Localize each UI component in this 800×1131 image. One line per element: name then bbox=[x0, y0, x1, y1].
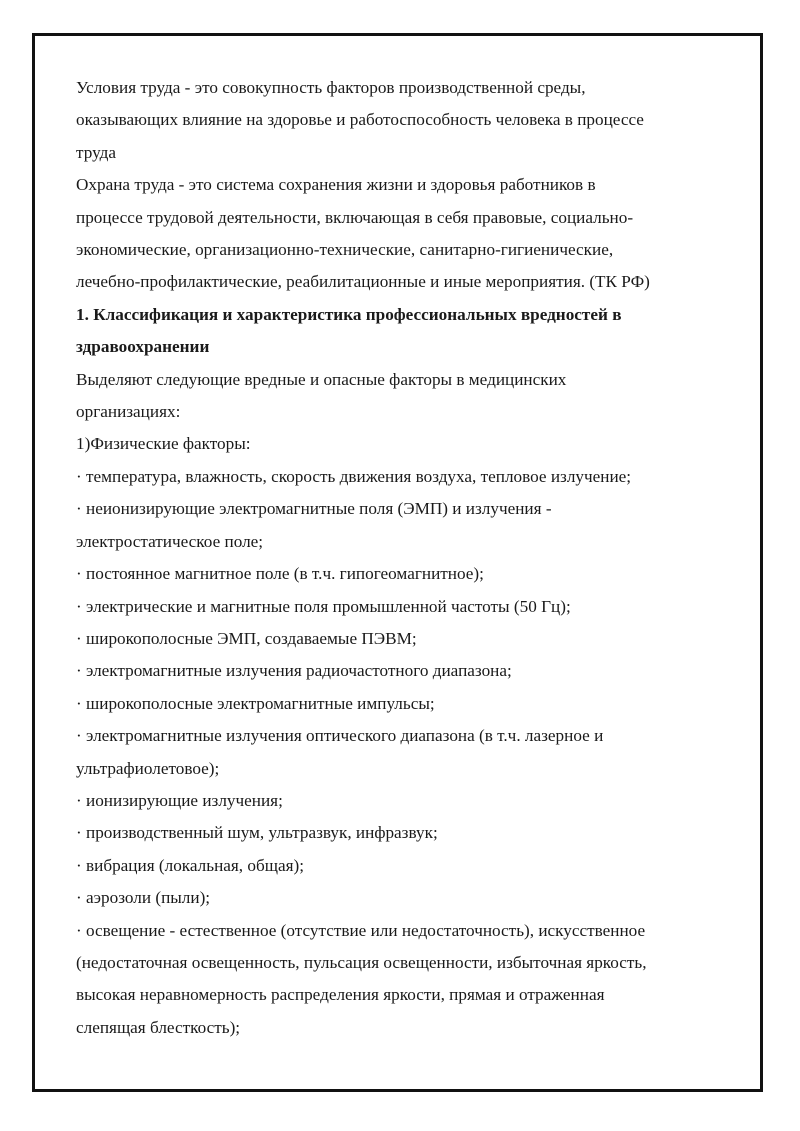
text-line: высокая неравномерность распределения яркости, прямая и отраженная bbox=[76, 985, 605, 1005]
text-line: процессе трудовой деятельности, включающая в себя правовые, социально- bbox=[76, 207, 634, 227]
text-line: Условия труда - это совокупность факторов производственной среды, bbox=[76, 78, 586, 97]
text-line: Выделяют следующие вредные и опасные факторы в медицинских bbox=[76, 369, 567, 389]
text-line: оказывающих влияние на здоровье и работоспособность человека в процессе bbox=[76, 110, 644, 130]
text-line: · электромагнитные излучения оптического диапазона (в т.ч. лазерное и bbox=[76, 726, 604, 746]
text-line: ультрафиолетовое); bbox=[76, 758, 220, 778]
text-line: организациях: bbox=[76, 402, 181, 422]
text-line: · ионизирующие излучения; bbox=[76, 790, 283, 810]
text-line: слепящая блесткость); bbox=[76, 1017, 241, 1037]
text-line: · производственный шум, ультразвук, инфразвук; bbox=[76, 823, 438, 843]
text-line: Охрана труда - это система сохранения жизни и здоровья работников в bbox=[76, 175, 596, 195]
text-line: · вибрация (локальная, общая); bbox=[76, 855, 305, 875]
text-line: 1)Физические факторы: bbox=[76, 434, 251, 454]
document-body bbox=[76, 72, 726, 1044]
text-line: · постоянное магнитное поле (в т.ч. гипогеомагнитное); bbox=[76, 564, 484, 584]
text-line: · температура, влажность, скорость движения воздуха, тепловое излучение; bbox=[76, 466, 632, 486]
text-line: · широкополосные электромагнитные импульсы; bbox=[76, 693, 435, 713]
section-heading-line: здравоохранении bbox=[76, 337, 210, 357]
text-line: экономические, организационно-технические, санитарно-гигиенические, bbox=[76, 240, 614, 260]
text-line: · широкополосные ЭМП, создаваемые ПЭВМ; bbox=[76, 628, 417, 648]
text-line: электростатическое поле; bbox=[76, 531, 264, 551]
section-heading-line: 1. Классификация и характеристика профессиональных вредностей в bbox=[76, 304, 622, 324]
text-line: · освещение - естественное (отсутствие или недостаточность), искусственное bbox=[76, 920, 646, 940]
text-line: · электрические и магнитные поля промышленной частоты (50 Гц); bbox=[76, 596, 571, 616]
text-line: (недостаточная освещенность, пульсация освещенности, избыточная яркость, bbox=[76, 952, 647, 972]
text-line: · электромагнитные излучения радиочастотного диапазона; bbox=[76, 661, 512, 681]
text-line: · аэрозоли (пыли); bbox=[76, 888, 211, 908]
text-line: труда bbox=[76, 142, 116, 162]
text-line: лечебно-профилактические, реабилитационные и иные мероприятия. (ТК РФ) bbox=[76, 272, 650, 292]
text-line: · неионизирующие электромагнитные поля (ЭМП) и излучения - bbox=[76, 499, 552, 519]
